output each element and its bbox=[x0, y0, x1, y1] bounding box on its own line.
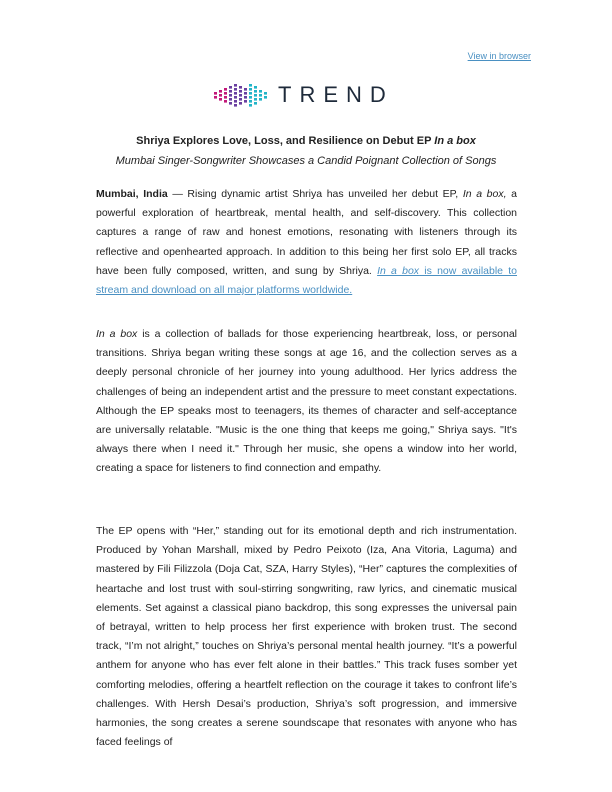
equalizer-dot bbox=[244, 92, 247, 95]
equalizer-dot bbox=[239, 90, 242, 93]
equalizer-dot bbox=[219, 90, 222, 93]
equalizer-dot bbox=[264, 92, 267, 95]
equalizer-dot bbox=[254, 86, 257, 89]
equalizer-bars-icon bbox=[212, 80, 270, 110]
equalizer-dot bbox=[224, 92, 227, 95]
equalizer-dot bbox=[239, 94, 242, 97]
equalizer-dot bbox=[234, 100, 237, 103]
equalizer-dot bbox=[234, 92, 237, 95]
equalizer-dot bbox=[259, 94, 262, 97]
equalizer-dot bbox=[244, 100, 247, 103]
equalizer-dot bbox=[249, 88, 252, 91]
equalizer-dot bbox=[214, 96, 217, 99]
equalizer-dot bbox=[249, 96, 252, 99]
equalizer-dot bbox=[234, 84, 237, 87]
equalizer-dot bbox=[239, 86, 242, 89]
equalizer-dot bbox=[224, 96, 227, 99]
equalizer-dot bbox=[239, 98, 242, 101]
paragraph-intro: Mumbai, India — Rising dynamic artist Shriya has unveiled her debut EP, In a box, a powerful exploration of heartbreak, mental health, and self-discovery. This collection captures a range of raw and honest emotions, resonating with listeners through its reflective and openhearted approach. In addition to this being her first solo EP, all tracks have been fully composed, written, and sung by Shriya. In a box is now available to stream and download on all major platforms worldwide. bbox=[96, 188, 518, 297]
equalizer-dot bbox=[224, 100, 227, 103]
stream-link[interactable]: In a box is now available to stream and download on all major platforms worldwide. bbox=[96, 264, 518, 297]
equalizer-dot bbox=[249, 104, 252, 107]
headline-ep-title: In a box bbox=[434, 135, 476, 147]
equalizer-dot bbox=[244, 88, 247, 91]
equalizer-dot bbox=[224, 88, 227, 91]
equalizer-dot bbox=[259, 98, 262, 101]
view-in-browser-link[interactable]: View in browser bbox=[467, 51, 531, 61]
equalizer-dot bbox=[254, 94, 257, 97]
equalizer-dot bbox=[229, 90, 232, 93]
paragraph-collection: In a box is a collection of ballads for those experiencing heartbreak, loss, or personal transitions. Shriya began writing these songs at age 16, and the collection serves as a deeply personal chronicle of her journey into young adulthood. Her lyrics address the challenges of being an independent artist and the pressure to meet constant expectations. Although the EP speaks most to teenagers, its themes of character and self-acceptance are universally relatable. "Music is the one thing that keeps me going," Shriya says. "It's always there when I need it." Through her music, she opens a window into her world, creating a space for listeners to find connection and empathy. bbox=[96, 328, 517, 475]
equalizer-dot bbox=[229, 86, 232, 89]
equalizer-dot bbox=[259, 90, 262, 93]
equalizer-dot bbox=[229, 98, 232, 101]
trend-logo bbox=[212, 80, 402, 110]
equalizer-dot bbox=[249, 84, 252, 87]
equalizer-dot bbox=[254, 98, 257, 101]
paragraph-tracks: The EP opens with “Her,” standing out for its emotional depth and rich instrumentation. Produced by Yohan Marshall, mixed by Pedro Peixoto (Iza, Ana Vitoria, Laguma) and mastered by Fili Filizzola (Doja Cat, SZA, Harry Styles), “Her” captures the complexities of heartache and lost trust with soul-stirring songwriting, raw lyrics, and cinematic musical elements. Set against a classical piano backdrop, this song expresses the universal pain of betrayal, written to help process her first experience with broken trust. The second track, “I’m not alright,” touches on Shriya’s personal mental health journey. “It’s a powerful anthem for anyone who has ever felt alone in their battles.” This track fuses somber yet comforting melodies, offering a heartfelt reflection on the courage it takes to confront life’s challenges. With Hersh Desai’s production, Shriya’s soft progression, and immersive harmonies, the song creates a serene soundscape that resonates with anyone who has faced feelings of bbox=[96, 525, 517, 749]
equalizer-dot bbox=[234, 96, 237, 99]
equalizer-dot bbox=[239, 102, 242, 105]
headline: Shriya Explores Love, Loss, and Resilience on Debut EP In a box bbox=[136, 135, 476, 147]
equalizer-dot bbox=[249, 100, 252, 103]
equalizer-dot bbox=[264, 96, 267, 99]
equalizer-dot bbox=[214, 92, 217, 95]
logo-wordmark: TREND bbox=[278, 82, 394, 107]
equalizer-dot bbox=[219, 94, 222, 97]
equalizer-dot bbox=[234, 88, 237, 91]
equalizer-dot bbox=[229, 102, 232, 105]
equalizer-dot bbox=[254, 90, 257, 93]
equalizer-dot bbox=[229, 94, 232, 97]
equalizer-dot bbox=[219, 98, 222, 101]
equalizer-dot bbox=[234, 104, 237, 107]
subheadline: Mumbai Singer-Songwriter Showcases a Candid Poignant Collection of Songs bbox=[115, 155, 497, 167]
equalizer-dot bbox=[244, 96, 247, 99]
equalizer-dot bbox=[249, 92, 252, 95]
dateline: Mumbai, India bbox=[96, 188, 168, 200]
equalizer-dot bbox=[254, 102, 257, 105]
